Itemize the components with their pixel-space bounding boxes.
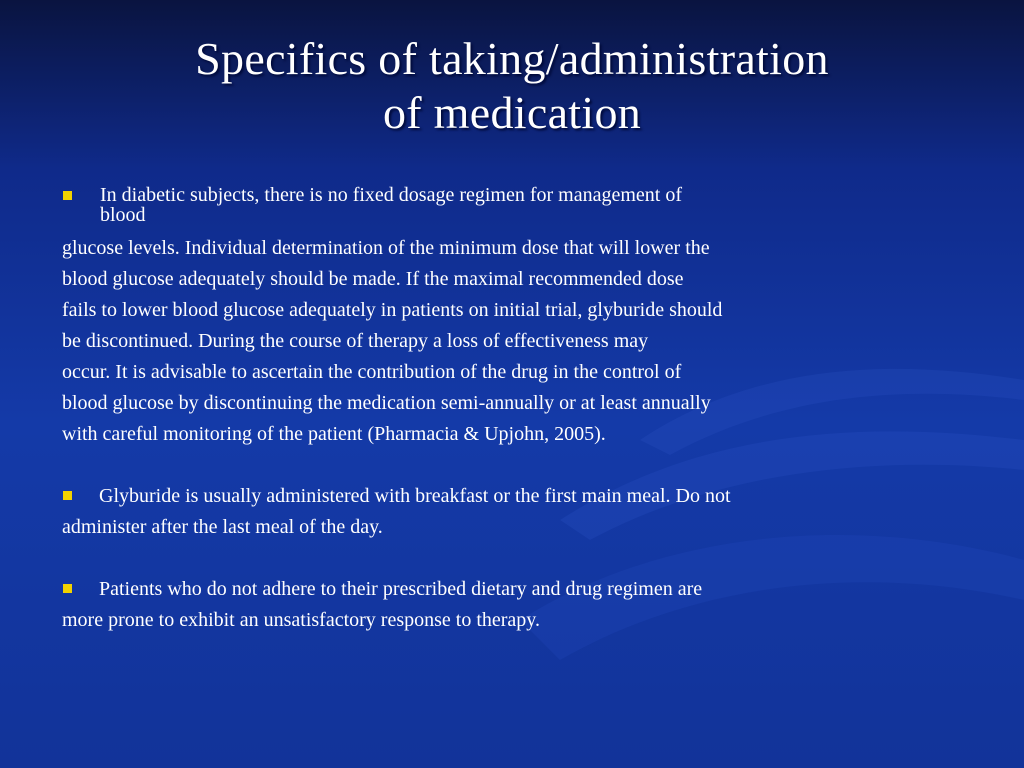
slide-title <box>0 32 1024 140</box>
bullet-2-line: administer after the last meal of the day. <box>62 516 383 538</box>
bullet-item-3 <box>62 574 962 636</box>
bullet-2-line: Glyburide is usually administered with breakfast or the first main meal. Do not <box>99 485 731 507</box>
square-bullet-icon <box>63 491 72 500</box>
bullet-1-line: blood glucose adequately should be made. If the maximal recommended dose <box>62 268 684 290</box>
title-line-1: Specifics of taking/administration <box>195 33 829 84</box>
bullet-1-line: be discontinued. During the course of therapy a loss of effectiveness may <box>62 330 649 352</box>
bullet-1-wrap: blood <box>100 204 146 226</box>
slide-body <box>62 183 962 636</box>
bullet-item-2 <box>62 481 962 543</box>
bullet-3-line: more prone to exhibit an unsatisfactory response to therapy. <box>62 609 541 631</box>
bullet-item-1 <box>62 183 962 225</box>
bullet-3-line: Patients who do not adhere to their prescribed dietary and drug regimen are <box>99 578 703 600</box>
bullet-1-line: occur. It is advisable to ascertain the contribution of the drug in the control of <box>62 361 682 383</box>
bullet-1-first-line: In diabetic subjects, there is no fixed dosage regimen for management of <box>100 184 683 206</box>
square-bullet-icon <box>63 584 72 593</box>
bullet-1-line: glucose levels. Individual determination of the minimum dose that will lower the <box>62 237 710 259</box>
bullet-1-line: blood glucose by discontinuing the medication semi-annually or at least annually <box>62 392 711 414</box>
title-line-2: of medication <box>382 87 642 138</box>
bullet-1-line: fails to lower blood glucose adequately in patients on initial trial, glyburide should <box>62 299 723 321</box>
bullet-1-line: with careful monitoring of the patient (Pharmacia & Upjohn, 2005). <box>62 423 606 445</box>
square-bullet-icon <box>63 191 72 200</box>
